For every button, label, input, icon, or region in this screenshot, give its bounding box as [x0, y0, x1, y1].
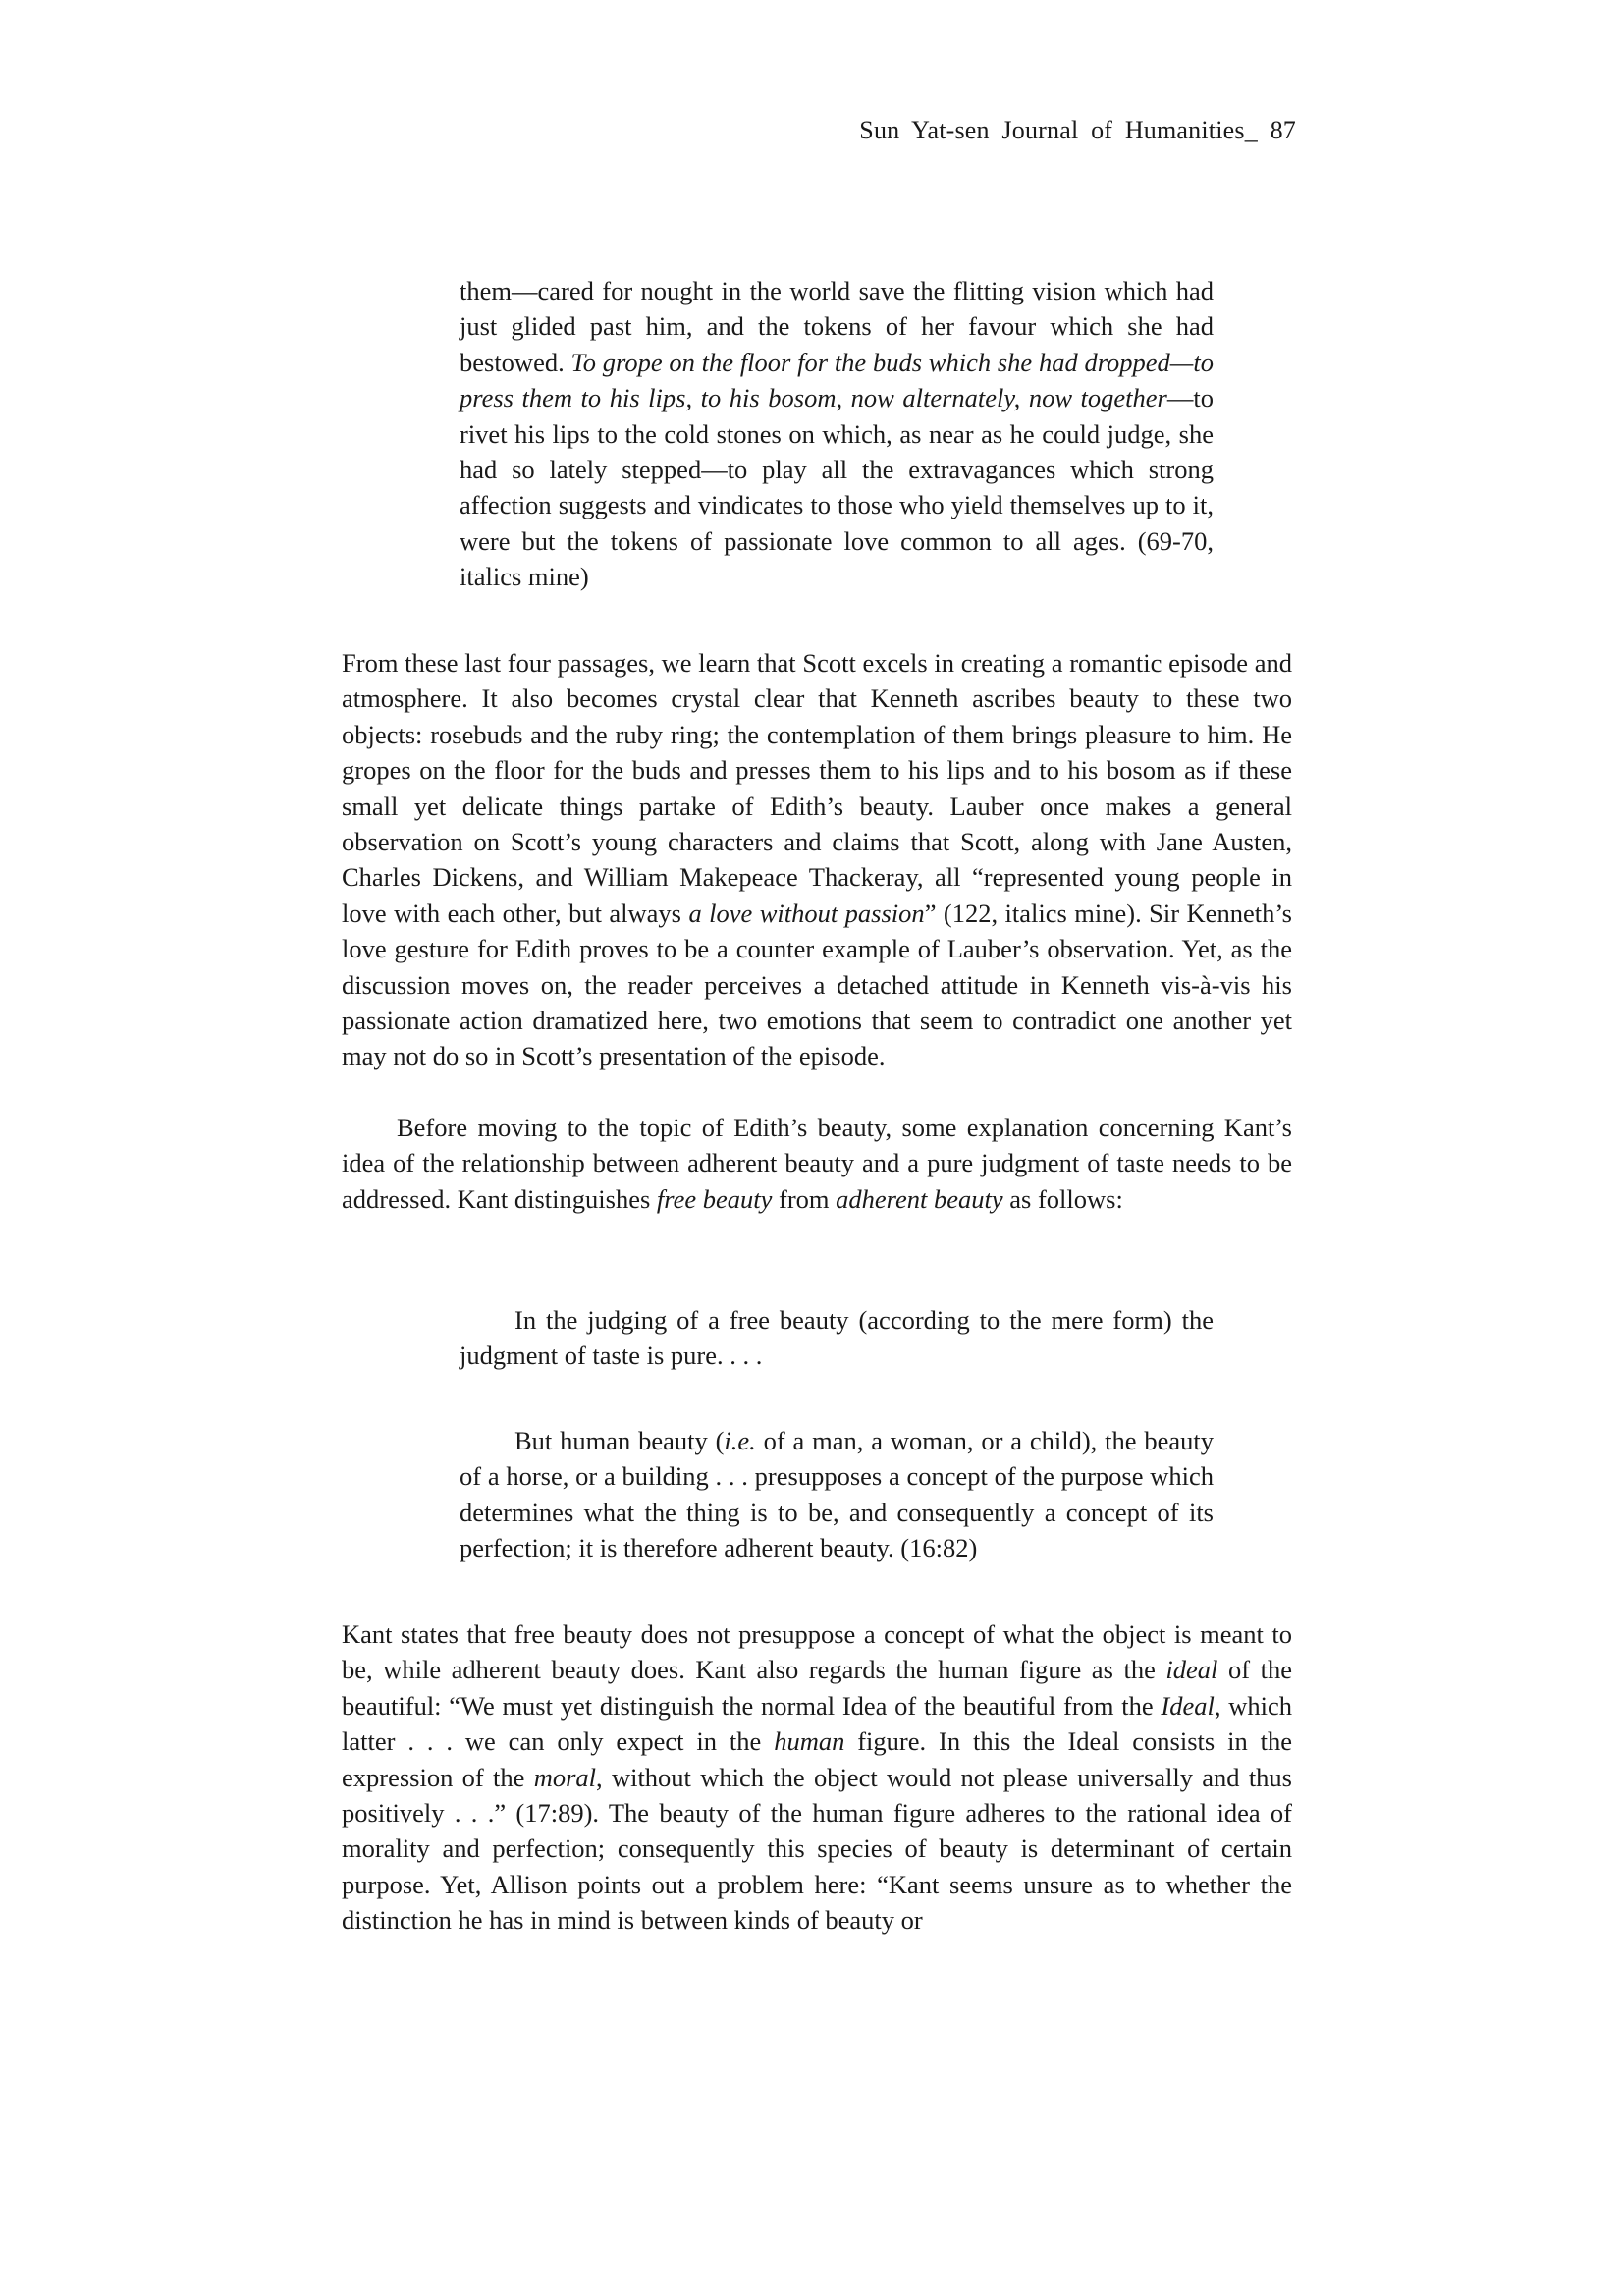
text-run: Kant states that free beauty does not presuppose a concept of what the object is meant to be, while adherent beauty does. Kant also regards the human figure as the: [342, 1619, 1292, 1685]
block-quote-scott: [460, 273, 1214, 595]
text-run: of a man, a woman, or a child), the beauty of a horse, or a building . . . presupposes a concept of the purpose which determines what the thing is to be, and consequently a concept of its perfection; it is therefore adherent beauty. (16:82): [460, 1426, 1214, 1563]
text-run: —to rivet his lips to the cold stones on which, as near as he could judge, she had so lately stepped—to play all the extravagances which strong affection suggests and vindicates to those who yield themselves up to it, were but the tokens of passionate love common to all ages. (69-70, italics mine): [460, 383, 1214, 592]
text-run: from: [772, 1183, 837, 1214]
text-run: as follows:: [1002, 1183, 1123, 1214]
italic-text: a love without passion: [688, 898, 925, 928]
block-quote-kant-adherent-beauty: [460, 1423, 1214, 1566]
italic-text: human: [774, 1726, 845, 1757]
block-quote-paragraph: [460, 273, 1214, 595]
text-run: , without which the object would not please universally and thus positively . . .” (17:89). The beauty of the human figure adheres to the rational idea of morality and perfection; consequently this species of beauty is determinant of certain purpose. Yet, Allison points out a problem here: “Kant seems unsure as to whether the distinction he has in mind is between kinds of beauty or: [342, 1762, 1292, 1936]
running-head: Sun Yat-sen Journal of Humanities_ 87: [859, 116, 1296, 144]
text-run: of the beautiful: “We must yet distinguish the normal Idea of the beautiful from the: [342, 1655, 1292, 1721]
italic-text: i.e.: [724, 1426, 756, 1455]
text-run: figure. In this the Ideal consists in the expression of the: [342, 1726, 1292, 1792]
italic-text: moral: [533, 1762, 597, 1792]
block-quote-paragraph: [460, 1302, 1214, 1374]
paragraph-text: [342, 645, 1292, 1074]
italic-text: adherent beauty: [836, 1183, 1003, 1214]
block-quote-paragraph: [460, 1423, 1214, 1566]
text-run: From these last four passages, we learn that Scott excels in creating a romantic episode and atmosphere. It also becomes crystal clear that Kenneth ascribes beauty to these two objects: rosebuds and the ruby ring; the contemplation of them brings pleasure to him. He gropes on the floor for the buds and presses them to his lips and to his bosom as if these small yet delicate things partake of Edith’s beauty. Lauber once makes a general observation on Scott’s young characters and claims that Scott, along with Jane Austen, Charles Dickens, and William Makepeace Thackeray, all “represented young people in love with each other, but always: [342, 648, 1292, 928]
paragraph-text: [342, 1616, 1292, 1939]
block-quote-kant-free-beauty: [460, 1302, 1214, 1374]
text-run: Before moving to the topic of Edith’s beauty, some explanation concerning Kant’s idea of the relationship between adherent beauty and a pure judgment of taste needs to be addressed. Kant distinguishes: [342, 1113, 1292, 1214]
text-run: In the judging of a free beauty (according to the mere form) the judgment of taste is pure. . . .: [460, 1305, 1214, 1371]
text-run: But human beauty (: [514, 1426, 725, 1455]
italic-text: free beauty: [656, 1183, 773, 1214]
text-run: , which latter . . . we can only expect in the: [342, 1690, 1292, 1757]
body-paragraph-2: [342, 1110, 1292, 1217]
italic-text: Ideal: [1161, 1690, 1215, 1721]
body-paragraph-1: [342, 645, 1292, 1074]
body-paragraph-3: [342, 1616, 1292, 1939]
italic-text: ideal: [1165, 1655, 1218, 1685]
paragraph-text: [342, 1110, 1292, 1217]
italic-text: To grope on the floor for the buds which she had dropped—to press them to his lips, to his bosom, now alternately, now together: [460, 347, 1214, 413]
text-run: them—cared for nought in the world save the flitting vision which had just glided past him, and the tokens of her favour which she had bestowed.: [460, 276, 1214, 377]
text-run: ” (122, italics mine). Sir Kenneth’s love gesture for Edith proves to be a counter example of Lauber’s observation. Yet, as the discussion moves on, the reader perceives a detached attitude in Kenneth vis-à-vis his passionate action dramatized here, two emotions that seem to contradict one another yet may not do so in Scott’s presentation of the episode.: [342, 898, 1292, 1071]
